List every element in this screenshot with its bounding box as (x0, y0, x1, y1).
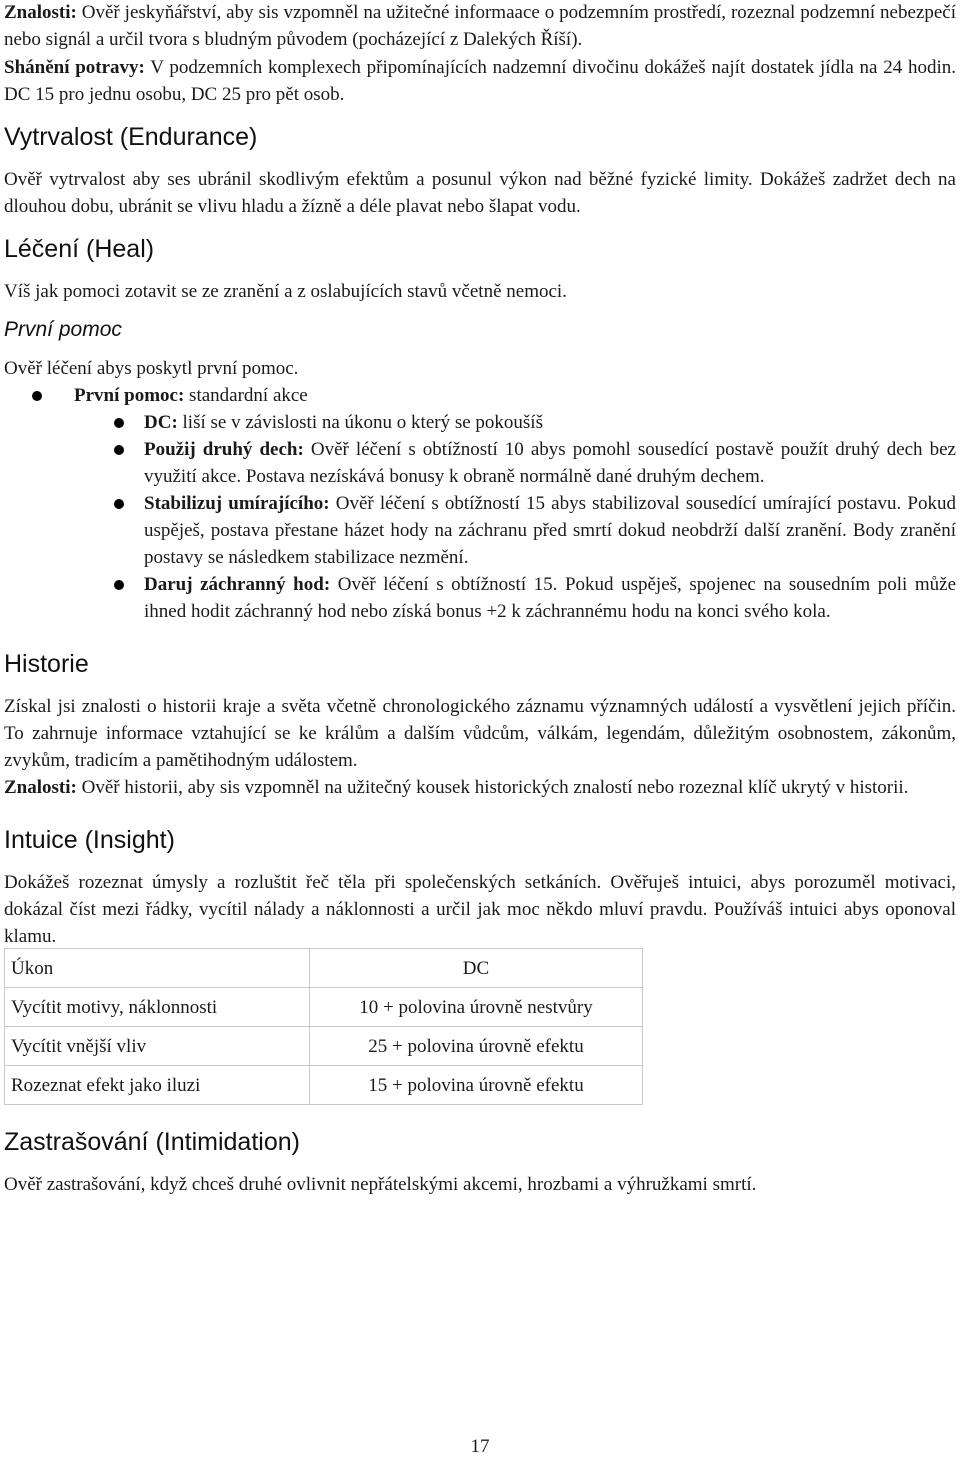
table-cell: 25 + polovina úrovně efektu (310, 1027, 643, 1066)
table-row (5, 1066, 643, 1105)
item-label: Daruj záchranný hod: (144, 574, 331, 595)
table-cell: Rozeznat efekt jako iluzi (5, 1066, 310, 1105)
history-heading: Historie (4, 650, 89, 678)
heal-heading: Léčení (Heal) (4, 235, 155, 263)
shaneni-label: Shánění potravy: (4, 57, 145, 78)
item-text: Ověř léčení s obtížností 15. Pokud uspěješ, spojenec na sousedním poli může ihned hodit záchranný hod nebo získá bonus +2 k záchrannému hodu na konci svého kola. (144, 574, 957, 622)
znalosti-label: Znalosti: (4, 2, 77, 23)
bullet-icon (114, 445, 124, 455)
table-row (5, 1027, 643, 1066)
endurance-text: Ověř vytrvalost aby ses ubránil skodlivým efektům a posunul výkon nad běžné fyzické limity. Dokážeš zadržet dech na dlouhou dobu, ubránit se vlivu hladu a žízně a déle plavat nebo šlapat vodu. (4, 169, 956, 217)
first-aid-label: První pomoc: (74, 385, 185, 406)
history-text: Získal jsi znalosti o historii kraje a světa včetně chronologického záznamu významných událostí a vysvětlení jejich příčin. To zahrnuje informace vztahující se ke králům a dalším vůdcům, válkám, legendám, důležitým osobnostem, zákonům, zvykům, tradicím a pamětihodným událostem. (4, 696, 956, 771)
table-header-cell: DC (310, 949, 643, 988)
znalosti-label: Znalosti: (4, 777, 77, 798)
insight-dc-table (4, 948, 643, 1105)
list-item (4, 409, 956, 436)
bullet-icon (114, 499, 124, 509)
top-znalosti-paragraph (4, 0, 956, 53)
table-cell: Vycítit vnější vliv (5, 1027, 310, 1066)
item-label: Použij druhý dech: (144, 439, 304, 460)
item-text: Ověř léčení s obtížností 15 abys stabilizoval sousedící umírající postavu. Pokud uspěješ, postava přestane házet hody na záchranu před smrtí dokud neobdrží další zranění. Body zranění postavy se následkem stabilizace nezmění. (144, 493, 956, 568)
table-row (5, 988, 643, 1027)
first-aid-list (4, 382, 956, 625)
first-aid-subheading: První pomoc (4, 318, 122, 341)
table-cell: 10 + polovina úrovně nestvůry (310, 988, 643, 1027)
list-item (4, 490, 956, 571)
first-aid-action: standardní akce (184, 385, 308, 406)
item-label: DC: (144, 412, 178, 433)
heal-text: Víš jak pomoci zotavit se ze zranění a z oslabujících stavů včetně nemoci. (4, 281, 567, 302)
table-header-row (5, 949, 643, 988)
item-text: Ověř léčení s obtížností 10 abys pomohl sousedící postavě použít druhý dech bez využití akce. Postava nezískává bonusy k obraně normálně dané druhým dechem. (144, 439, 956, 487)
endurance-heading: Vytrvalost (Endurance) (4, 123, 258, 151)
bullet-icon (114, 418, 124, 428)
item-label: Stabilizuj umírajícího: (144, 493, 330, 514)
first-aid-intro: Ověř léčení abys poskytl první pomoc. (4, 358, 299, 379)
list-item (4, 571, 956, 625)
document-page (4, 0, 956, 1198)
intimidation-heading: Zastrašování (Intimidation) (4, 1128, 300, 1156)
first-aid-sublist (4, 409, 956, 625)
item-text: liší se v závislosti na úkonu o který se pokoušíš (177, 412, 543, 433)
insight-heading: Intuice (Insight) (4, 826, 175, 854)
table-header-cell: Úkon (5, 949, 310, 988)
table-cell: 15 + polovina úrovně efektu (310, 1066, 643, 1105)
bullet-icon (32, 391, 42, 401)
shaneni-paragraph (4, 54, 956, 108)
table-cell: Vycítit motivy, náklonnosti (5, 988, 310, 1027)
intimidation-text: Ověř zastrašování, když chceš druhé ovlivnit nepřátelskými akcemi, hrozbami a výhružkami smrtí. (4, 1174, 757, 1195)
list-item (4, 382, 956, 625)
znalosti-text: Ověř historii, aby sis vzpomněl na užitečný kousek historických znalostí nebo rozeznal klíč ukrytý v historii. (76, 777, 909, 798)
bullet-icon (114, 580, 124, 590)
shaneni-text: V podzemních komplexech připomínajících nadzemní divočinu dokážeš najít dostatek jídla na 24 hodin. DC 15 pro jednu osobu, DC 25 pro pět osob. (4, 57, 956, 105)
history-znalosti-paragraph (4, 774, 956, 801)
znalosti-text: Ověř jeskyňářství, aby sis vzpomněl na užitečné informaace o podzemním prostředí, rozeznal podzemní nebezpečí nebo signál a určil tvora s bludným původem (pocházející z Dalekých Říší). (4, 2, 956, 50)
page-number: 17 (470, 1436, 490, 1457)
insight-text: Dokážeš rozeznat úmysly a rozluštit řeč těla při společenských setkáních. Ověřuješ intuici, abys porozuměl motivaci, dokázal číst mezi řádky, vycítil nálady a náklonnosti a určil jak moc někdo mluví pravdu. Používáš intuici abys oponoval klamu. (4, 872, 956, 947)
list-item (4, 436, 956, 490)
